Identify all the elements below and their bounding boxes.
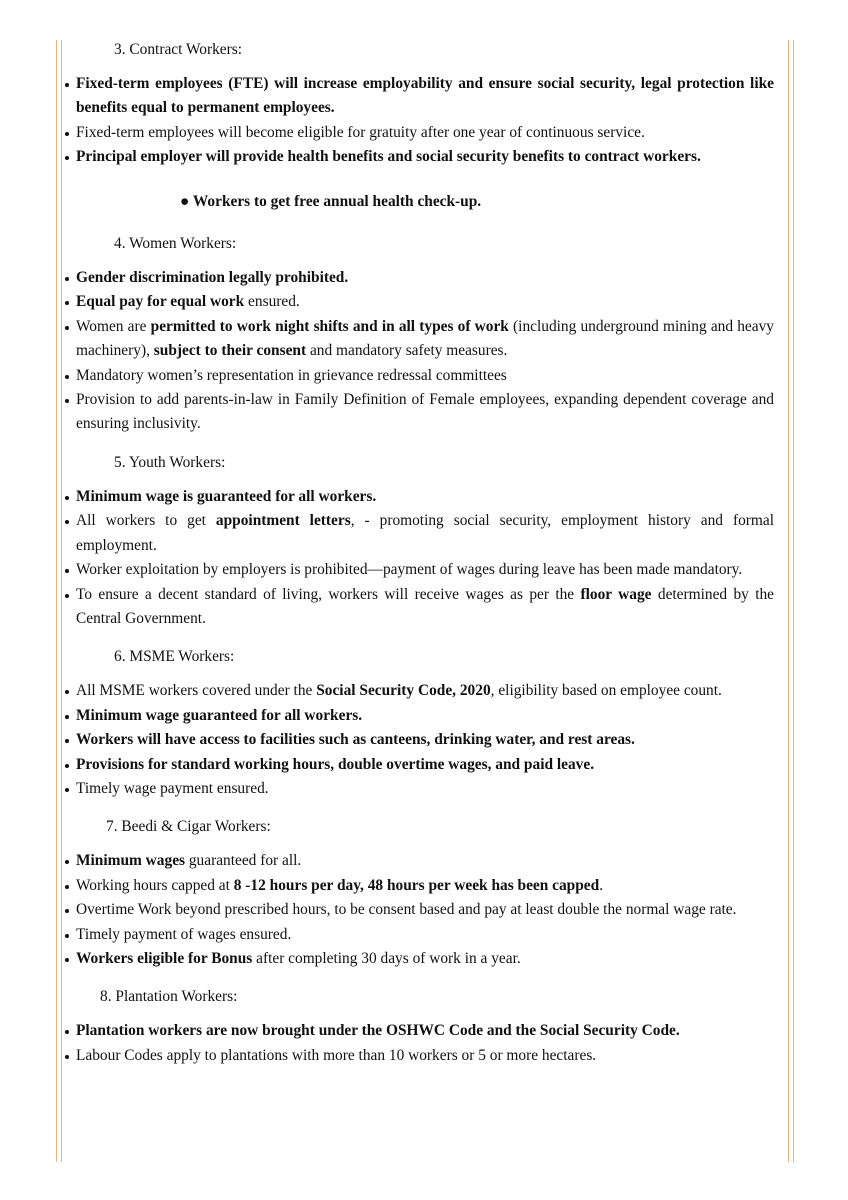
right-page-border <box>788 40 794 1162</box>
list-item: Minimum wage is guaranteed for all workers. <box>76 485 774 509</box>
list-item: All MSME workers covered under the Social Security Code, 2020, eligibility based on employee count. <box>76 679 774 703</box>
youth-workers-list <box>76 485 774 631</box>
list-item: Principal employer will provide health benefits and social security benefits to contract workers. <box>76 145 774 169</box>
list-item: Overtime Work beyond prescribed hours, to be consent based and pay at least double the normal wage rate. <box>76 898 774 922</box>
document-body <box>76 38 774 1068</box>
contract-workers-list <box>76 72 774 170</box>
list-item: Fixed-term employees (FTE) will increase employability and ensure social security, legal protection like benefits equal to permanent employees. <box>76 72 774 121</box>
list-item: Timely payment of wages ensured. <box>76 923 774 947</box>
list-item: All workers to get appointment letters, - promoting social security, employment history and formal employment. <box>76 509 774 558</box>
section-heading-plantation-workers: 8. Plantation Workers: <box>100 988 238 1006</box>
section-heading-contract-workers: 3. Contract Workers: <box>114 41 242 58</box>
section-heading-msme-workers: 6. MSME Workers: <box>114 648 235 666</box>
list-item: Minimum wage guaranteed for all workers. <box>76 704 774 728</box>
list-item: Gender discrimination legally prohibited. <box>76 266 774 290</box>
list-item: Provision to add parents-in-law in Family Definition of Female employees, expanding dependent coverage and ensuring inclusivity. <box>76 388 774 437</box>
list-item: Workers eligible for Bonus after completing 30 days of work in a year. <box>76 947 774 971</box>
msme-workers-list <box>76 679 774 801</box>
list-item: Fixed-term employees will become eligible for gratuity after one year of continuous service. <box>76 121 774 145</box>
list-item: Minimum wages guaranteed for all. <box>76 849 774 873</box>
women-workers-list <box>76 266 774 437</box>
left-page-border <box>56 40 62 1162</box>
section-heading-beedi-cigar-workers: 7. Beedi & Cigar Workers: <box>106 818 271 836</box>
list-item: Working hours capped at 8 -12 hours per day, 48 hours per week has been capped. <box>76 874 774 898</box>
plantation-workers-list <box>76 1019 774 1068</box>
list-item: Provisions for standard working hours, double overtime wages, and paid leave. <box>76 753 774 777</box>
list-item: Worker exploitation by employers is prohibited—payment of wages during leave has been made mandatory. <box>76 558 774 582</box>
list-item: Labour Codes apply to plantations with more than 10 workers or 5 or more hectares. <box>76 1044 774 1068</box>
list-item: Women are permitted to work night shifts and in all types of work (including underground mining and heavy machinery), subject to their consent and mandatory safety measures. <box>76 315 774 364</box>
section-heading-youth-workers: 5. Youth Workers: <box>114 453 226 471</box>
filled-circle-icon: ● <box>180 192 190 210</box>
list-item: Workers will have access to facilities such as canteens, drinking water, and rest areas. <box>76 728 774 752</box>
list-item: To ensure a decent standard of living, workers will receive wages as per the floor wage determined by the Central Government. <box>76 583 774 632</box>
list-item: Timely wage payment ensured. <box>76 777 774 801</box>
list-item: Mandatory women’s representation in grievance redressal committees <box>76 364 774 388</box>
section-heading-women-workers: 4. Women Workers: <box>114 235 237 253</box>
list-item: Plantation workers are now brought under the OSHWC Code and the Social Security Code. <box>76 1019 774 1043</box>
list-item: Equal pay for equal work ensured. <box>76 290 774 314</box>
sub-bullet-health-checkup: ● Workers to get free annual health check-up. <box>180 192 482 210</box>
beedi-cigar-workers-list <box>76 849 774 971</box>
